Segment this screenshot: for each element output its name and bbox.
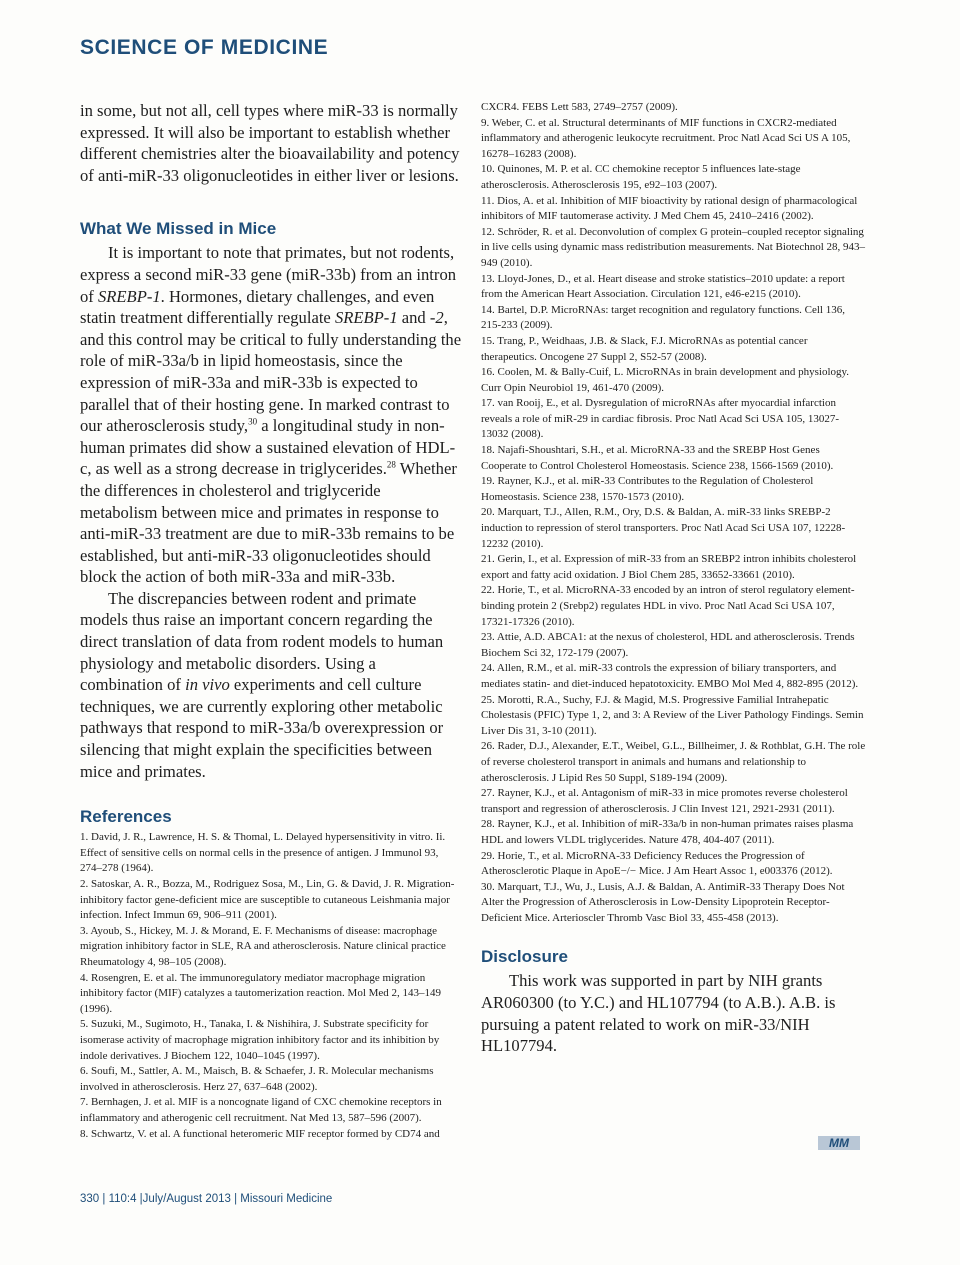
- reference-item: 15. Trang, P., Weidhaas, J.B. & Slack, F.J. MicroRNAs as potential cancer therapeutics. Oncogene 27 Suppl 2, S52-57 (2008).: [481, 334, 808, 363]
- reference-item: CXCR4. FEBS Lett 583, 2749–2757 (2009).: [481, 101, 678, 113]
- reference-item: 11. Dios, A. et al. Inhibition of MIF bioactivity by rational design of pharmacological inhibitors of MIF tautomerase activity. J Med Chem 45, 2410–2416 (2002).: [481, 194, 858, 223]
- reference-item: 14. Bartel, D.P. MicroRNAs: target recognition and regulatory functions. Cell 136, 215-233 (2009).: [481, 303, 845, 332]
- reference-item: 20. Marquart, T.J., Allen, R.M., Ory, D.S. & Baldan, A. miR-33 links SREBP-2 induction to repression of sterol transporters. Proc Natl Acad Sci USA 107, 12228-12232 (2010).: [481, 506, 846, 550]
- citation-superscript: 28: [386, 459, 396, 470]
- section-title-references: References: [80, 807, 172, 827]
- missouri-medicine-logo: MM: [818, 1136, 860, 1150]
- reference-item: 23. Attie, A.D. ABCA1: at the nexus of cholesterol, HDL and atherosclerosis. Trends Biochem Sci 32, 172-179 (2007).: [481, 631, 855, 659]
- reference-item: 26. Rader, D.J., Alexander, E.T., Weibel, G.L., Billheimer, J. & Rothblat, G.H. The role of reverse cholesterol transport in animals and humans and relationship to atherosclerosis. J Lipid Res 50 Suppl, S189-194 (2009).: [481, 740, 866, 784]
- missed-paragraph-1: It is important to note that primates, but not rodents, express a second miR-33 gene (miR-33b) from an intron of SREBP-1. Hormones, dietary challenges, and even statin treatment differentially regulate SREBP-1 and -2, and this control may be critical to fully understanding the role of miR-33a/b in lipid homeostasis, since the expression of miR-33a and miR-33b is expected to parallel that of their hosting gene. In marked contrast to our atherosclerosis study,$^{30}$ a longitudinal study in non-human primates did show a sustained elevation of HDL-c, as well as a strong decrease in triglycerides.$^{28}$ Whether the differences in cholesterol and triglyceride metabolism between mice and primates in response to anti-miR-33 treatment are due to miR-33b remains to be established, but anti-miR-33 oligonucleotides should block the action of both miR-33a and miR-33b.: [80, 243, 462, 587]
- citation-superscript: 30: [248, 416, 258, 427]
- reference-list-right: [481, 100, 866, 926]
- reference-list-left: [80, 830, 462, 1142]
- section-title-missed-in-mice: What We Missed in Mice: [80, 219, 277, 239]
- reference-item: 10. Quinones, M. P. et al. CC chemokine receptor 5 influences late-stage atherosclerosis. Atherosclerosis 195, e92–103 (2007).: [481, 163, 801, 191]
- reference-item: 24. Allen, R.M., et al. miR-33 controls the expression of biliary transporters, and mediates statin- and diet-induced hepatotoxicity. EMBO Mol Med 4, 882-895 (2012).: [481, 662, 859, 690]
- missed-paragraph-2: The discrepancies between rodent and primate models thus raise an important concern regarding the direct translation of data from rodent models to human physiology and metabolic disorders. Using a combination of in vivo experiments and cell culture techniques, we are currently exploring other metabolic pathways that respond to miR-33a/b overexpression or silencing that might explain the specificities between mice and primates.: [80, 588, 444, 781]
- right-column: [481, 100, 866, 1057]
- reference-item: 3. Ayoub, S., Hickey, M. J. & Morand, E. F. Mechanisms of disease: macrophage migration inhibitory factor in SLE, RA and atherosclerosis. Nature clinical practice Rheumatology 4, 98–105 (2008).: [80, 924, 446, 968]
- left-column: [80, 100, 462, 1142]
- reference-item: 25. Morotti, R.A., Suchy, F.J. & Magid, M.S. Progressive Familial Intrahepatic Cholestasis (PFIC) Type 1, 2, and 3: A Review of the Liver Pathology Findings. Semin Liver Dis 31, 3-10 (2011).: [481, 693, 864, 737]
- page-footer: 330 | 110:4 |July/August 2013 | Missouri Medicine: [80, 1193, 333, 1205]
- reference-item: 5. Suzuki, M., Sugimoto, H., Tanaka, I. & Nishihira, J. Substrate specificity for isomerase activity of macrophage migration inhibitory factor and its inhibition by indole derivatives. J Biochem 122, 1040–1045 (1997).: [80, 1018, 440, 1062]
- reference-item: 30. Marquart, T.J., Wu, J., Lusis, A.J. & Baldan, A. AntimiR-33 Therapy Does Not Alter the Progression of Atherosclerosis in Low-Density Lipoprotein Receptor-Deficient Mice. Arterioscler Thromb Vasc Biol 33, 455-458 (2013).: [481, 880, 845, 924]
- reference-item: 28. Rayner, K.J., et al. Inhibition of miR-33a/b in non-human primates raises plasma HDL and lowers VLDL triglycerides. Nature 478, 404-407 (2011).: [481, 818, 854, 846]
- reference-item: 1. David, J. R., Lawrence, H. S. & Thomal, L. Delayed hypersensitivity in vitro. Ii. Effect of sensitive cells on normal cells in the presence of antigen. J Immunol 93, 274–278 (1964).: [80, 831, 446, 875]
- reference-item: 4. Rosengren, E. et al. The immunoregulatory mediator macrophage migration inhibitory factor (MIF) catalyzes a tautomerization reaction. Mol Med 2, 143–149 (1996).: [80, 971, 442, 1015]
- reference-item: 17. van Rooij, E., et al. Dysregulation of microRNAs after myocardial infarction reveals a role of miR-29 in cardiac fibrosis. Proc Natl Acad Sci USA 105, 13027-13032 (2008).: [481, 397, 840, 441]
- reference-item: 2. Satoskar, A. R., Bozza, M., Rodriguez Sosa, M., Lin, G. & David, J. R. Migration-inhibitory factor gene-deficient mice are susceptible to cutaneous Leishmania major infection. Infect Immun 69, 906–911 (2001).: [80, 878, 455, 922]
- reference-item: 22. Horie, T., et al. MicroRNA-33 encoded by an intron of sterol regulatory element-binding protein 2 (Srebp2) regulates HDL in vivo. Proc Natl Acad Sci USA 107, 17321-17326 (2010).: [481, 584, 855, 628]
- reference-item: 8. Schwartz, V. et al. A functional heteromeric MIF receptor formed by CD74 and: [80, 1127, 440, 1140]
- reference-item: 6. Soufi, M., Sattler, A. M., Maisch, B. & Schaefer, J. R. Molecular mechanisms involved in atherosclerosis. Herz 27, 637–648 (2002).: [80, 1065, 434, 1093]
- section-title-disclosure: Disclosure: [481, 947, 568, 967]
- reference-item: 7. Bernhagen, J. et al. MIF is a noncognate ligand of CXC chemokine receptors in inflammatory and atherogenic cell recruitment. Nat Med 13, 587–596 (2007).: [80, 1096, 442, 1124]
- reference-item: 9. Weber, C. et al. Structural determinants of MIF functions in CXCR2-mediated inflammatory and atherogenic leukocyte recruitment. Proc Natl Acad Sci US A 105, 16278–16283 (2008).: [481, 116, 851, 160]
- masthead-title: SCIENCE OF MEDICINE: [80, 36, 329, 59]
- reference-item: 16. Coolen, M. & Bally-Cuif, L. MicroRNAs in brain development and physiology. Curr Opin Neurobiol 19, 461-470 (2009).: [481, 366, 850, 394]
- reference-item: 18. Najafi-Shoushtari, S.H., et al. MicroRNA-33 and the SREBP Host Genes Cooperate to Control Cholesterol Homeostasis. Science 238, 1566-1569 (2010).: [481, 444, 834, 472]
- reference-item: 29. Horie, T., et al. MicroRNA-33 Deficiency Reduces the Progression of Atherosclerotic Plaque in ApoE−/− Mice. J Am Heart Assoc 1, e003376 (2012).: [481, 849, 833, 878]
- intro-paragraph: in some, but not all, cell types where miR-33 is normally expressed. It will also be important to establish whether different chemistries alter the bioavailability and potency of anti-miR-33 oligonucleotides in either liver or lesions.: [80, 101, 460, 185]
- reference-item: 27. Rayner, K.J., et al. Antagonism of miR-33 in mice promotes reverse cholesterol transport and regression of atherosclerosis. J Clin Invest 121, 2921-2931 (2011).: [481, 787, 848, 815]
- disclosure-paragraph: This work was supported in part by NIH grants AR060300 (to Y.C.) and HL107794 (to A.B.). A.B. is pursuing a patent related to work on miR-33/NIH HL107794.: [481, 971, 836, 1056]
- reference-item: 21. Gerin, I., et al. Expression of miR-33 from an SREBP2 intron inhibits cholesterol export and fatty acid oxidation. J Biol Chem 285, 33652-33661 (2010).: [481, 553, 857, 581]
- reference-item: 12. Schröder, R. et al. Deconvolution of complex G protein–coupled receptor signaling in live cells using dynamic mass redistribution measurements. Nat Biotechnol 28, 943–949 (2010).: [481, 225, 866, 269]
- reference-item: 19. Rayner, K.J., et al. miR-33 Contributes to the Regulation of Cholesterol Homeostasis. Science 238, 1570-1573 (2010).: [481, 475, 814, 503]
- reference-item: 13. Lloyd-Jones, D., et al. Heart disease and stroke statistics–2010 update: a report from the American Heart Association. Circulation 121, e46-e215 (2010).: [481, 272, 845, 301]
